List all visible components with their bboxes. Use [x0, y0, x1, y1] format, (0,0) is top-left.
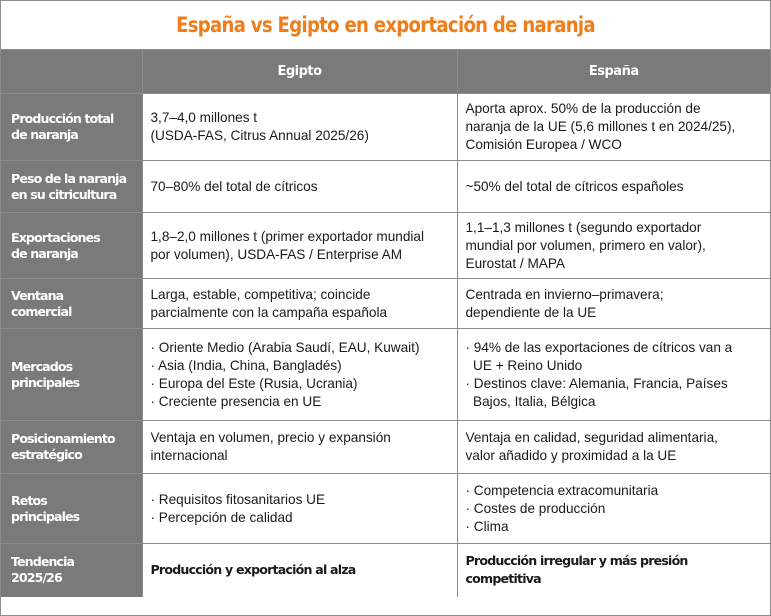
egypt-cell: Larga, estable, competitiva; coincide parcialmente con la campaña española: [142, 279, 457, 329]
column-header-spain: España: [457, 50, 770, 94]
egypt-cell: Ventaja en volumen, precio y expansión internacional: [142, 421, 457, 474]
header-row: [1, 50, 770, 94]
table-row: [1, 329, 770, 421]
table-row: [1, 544, 770, 597]
egypt-cell: 3,7–4,0 millones t (USDA-FAS, Citrus Annual 2025/26): [142, 94, 457, 161]
row-label: Producción total de naranja: [1, 94, 142, 161]
page-title: España vs Egipto en exportación de naranja: [176, 13, 595, 37]
egypt-cell: 1,8–2,0 millones t (primer exportador mundial por volumen), USDA-FAS / Enterprise AM: [142, 213, 457, 279]
row-label: Mercados principales: [1, 329, 142, 421]
spain-cell: 1,1–1,3 millones t (segundo exportador mundial por volumen, primero en valor), Eurostat / MAPA: [457, 213, 770, 279]
table-row: [1, 161, 770, 213]
row-label: Ventana comercial: [1, 279, 142, 329]
egypt-cell: 70–80% del total de cítricos: [142, 161, 457, 213]
header-corner: [1, 50, 142, 94]
spain-cell: ~50% del total de cítricos españoles: [457, 161, 770, 213]
spain-cell: · 94% de las exportaciones de cítricos van a UE + Reino Unido · Destinos clave: Alemania, Francia, Países Bajos, Italia, Bélgica: [457, 329, 770, 421]
spain-cell: Aporta aprox. 50% de la producción de naranja de la UE (5,6 millones t en 2024/25), Comisión Europea / WCO: [457, 94, 770, 161]
row-label: Exportaciones de naranja: [1, 213, 142, 279]
spain-cell: Centrada en invierno–primavera; dependiente de la UE: [457, 279, 770, 329]
table-row: [1, 474, 770, 544]
egypt-cell: · Oriente Medio (Arabia Saudí, EAU, Kuwait) · Asia (India, China, Bangladés) · Europa del Este (Rusia, Ucrania) · Creciente presencia en UE: [142, 329, 457, 421]
table-row: [1, 279, 770, 329]
row-label: Peso de la naranja en su citricultura: [1, 161, 142, 213]
spain-cell: · Competencia extracomunitaria · Costes de producción · Clima: [457, 474, 770, 544]
spain-cell: Ventaja en calidad, seguridad alimentaria, valor añadido y proximidad a la UE: [457, 421, 770, 474]
table-row: [1, 94, 770, 161]
row-label: Tendencia 2025/26: [1, 544, 142, 597]
egypt-cell: Producción y exportación al alza: [142, 544, 457, 597]
comparison-table: [1, 49, 770, 597]
row-label: Retos principales: [1, 474, 142, 544]
column-header-egypt: Egipto: [142, 50, 457, 94]
row-label: Posicionamiento estratégico: [1, 421, 142, 474]
egypt-cell: · Requisitos fitosanitarios UE · Percepción de calidad: [142, 474, 457, 544]
spain-cell: Producción irregular y más presión competitiva: [457, 544, 770, 597]
table-row: [1, 421, 770, 474]
table-row: [1, 213, 770, 279]
